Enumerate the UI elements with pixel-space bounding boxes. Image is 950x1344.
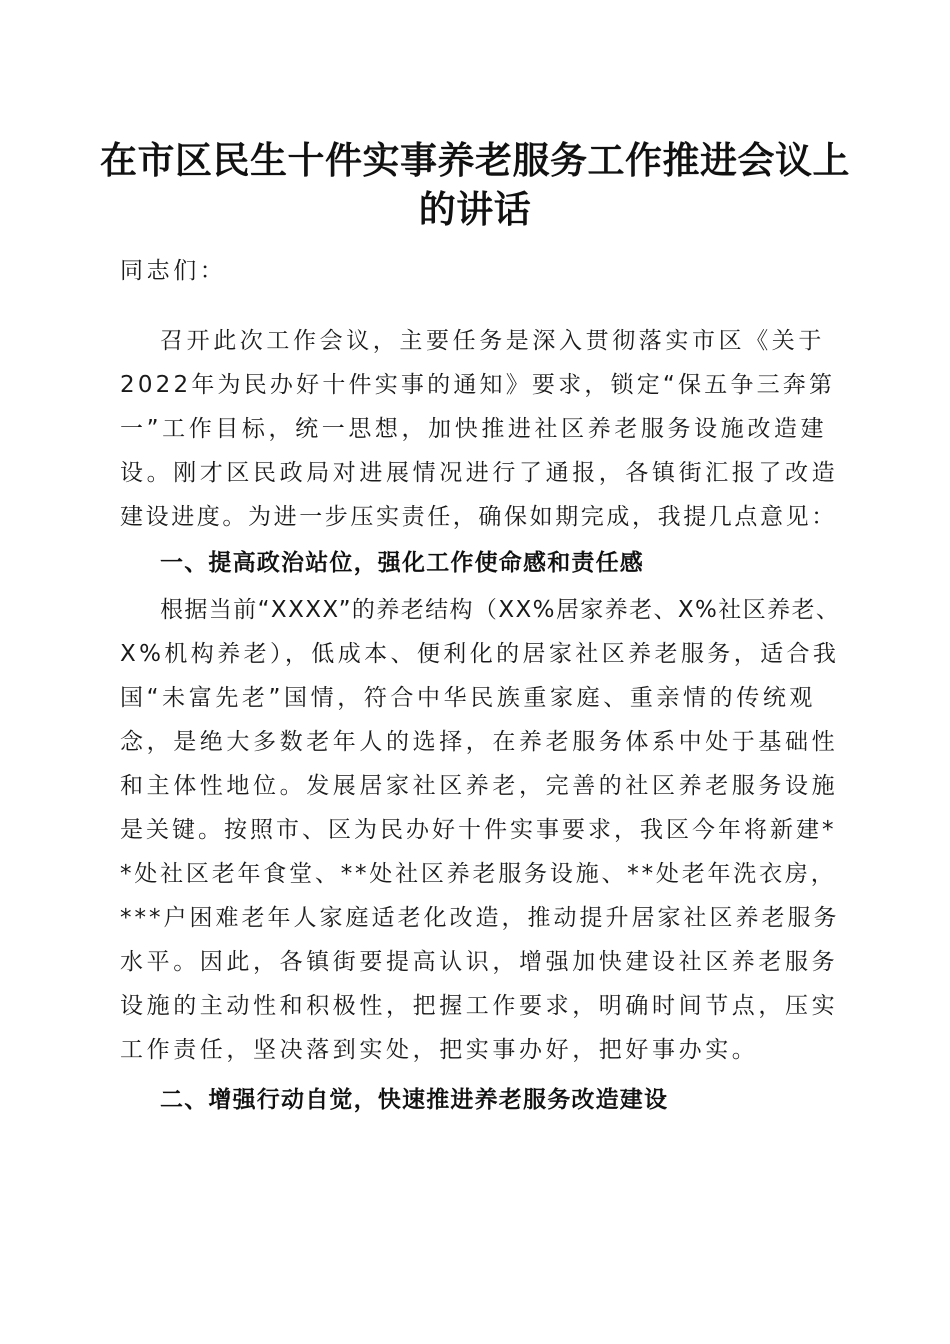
section-1-line-5: 和主体性地位。发展居家社区养老，完善的社区养老服务设施: [120, 773, 839, 799]
section-1-line-10: 设施的主动性和积极性，把握工作要求，明确时间节点，压实: [120, 993, 839, 1019]
section-1-line-4: 念，是绝大多数老年人的选择，在养老服务体系中处于基础性: [120, 729, 839, 755]
salutation: 同志们：: [120, 258, 227, 284]
section-1-line-2: X%机构养老），低成本、便利化的居家社区养老服务，适合我: [120, 641, 840, 667]
section-1-line-9: 水平。因此，各镇街要提高认识，增强加快建设社区养老服务: [120, 949, 839, 975]
intro-line-5: 建设进度。为进一步压实责任，确保如期完成，我提几点意见：: [120, 504, 837, 530]
intro-line-1: 召开此次工作会议，主要任务是深入贯彻落实市区《关于: [160, 328, 825, 354]
section-1-heading: 一、提高政治站位，强化工作使命感和责任感: [160, 550, 644, 576]
section-1-line-8: ***户困难老年人家庭适老化改造，推动提升居家社区养老服务: [120, 905, 840, 931]
section-1-line-3: 国“未富先老”国情，符合中华民族重家庭、重亲情的传统观: [120, 685, 817, 711]
section-1-line-7: *处社区老年食堂、**处社区养老服务设施、**处老年洗衣房，: [120, 861, 837, 887]
section-1-line-11: 工作责任，坚决落到实处，把实事办好，把好事办实。: [120, 1037, 759, 1063]
document-title-line-2: 的讲话: [418, 187, 532, 231]
intro-line-3: 一”工作目标，统一思想，加快推进社区养老服务设施改造建: [120, 416, 828, 442]
section-2-heading: 二、增强行动自觉，快速推进养老服务改造建设: [160, 1087, 669, 1113]
intro-line-4: 设。刚才区民政局对进展情况进行了通报，各镇街汇报了改造: [120, 460, 839, 486]
document-title-line-1: 在市区民生十件实事养老服务工作推进会议上: [100, 138, 850, 182]
section-1-line-6: 是关键。按照市、区为民办好十件实事要求，我区今年将新建*: [120, 817, 837, 843]
intro-line-2: 2022年为民办好十件实事的通知》要求，锁定“保五争三奔第: [120, 372, 836, 398]
section-1-line-1: 根据当前“XXXX”的养老结构（XX%居家养老、X%社区养老、: [160, 597, 841, 623]
